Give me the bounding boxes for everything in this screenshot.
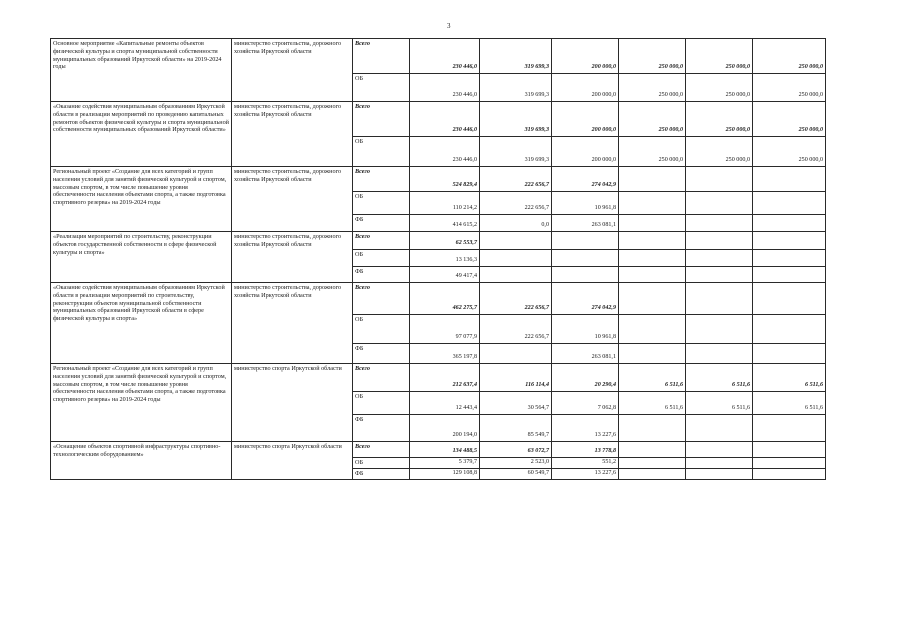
amount-cell [686,215,753,232]
amount-cell: 85 549,7 [480,415,552,442]
amount-cell [619,267,686,283]
program-name-cell: «Оказание содействия муниципальным образованиям Иркутской области в реализации мероприятий по строительству, реконструкции объектов муниципальной собственности муниципальных образований Иркутской области в сфере физической культуры и спорта» [51,283,232,364]
amount-cell: 230 446,0 [410,102,480,137]
amount-cell [619,315,686,344]
amount-cell: 319 699,3 [480,137,552,167]
funding-source-cell: Всего [353,283,410,315]
amount-cell: 20 290,4 [552,364,619,392]
funding-source-cell: Всего [353,102,410,137]
funding-source-cell: Всего [353,364,410,392]
amount-cell [619,250,686,267]
amount-cell [753,215,826,232]
amount-cell [686,468,753,479]
amount-cell [753,468,826,479]
amount-cell: 222 656,7 [480,167,552,192]
amount-cell: 6 511,6 [619,364,686,392]
amount-cell: 263 081,1 [552,215,619,232]
funding-source-cell: ФБ [353,215,410,232]
amount-cell [619,167,686,192]
amount-cell: 13 227,6 [552,468,619,479]
program-name-cell: «Оказание содействия муниципальным образованиям Иркутской области в реализации мероприятий по проведению капитальных ремонтов объектов физической культуры и спорта муниципальной собственности муниципальных образований Иркутской области» [51,102,232,167]
amount-cell: 274 042,9 [552,167,619,192]
amount-cell: 200 194,0 [410,415,480,442]
amount-cell: 6 511,6 [753,392,826,415]
amount-cell: 250 000,0 [686,137,753,167]
amount-cell [619,415,686,442]
program-name-cell: Региональный проект «Создание для всех категорий и групп населения условий для занятий физической культурой и спортом, массовым спортом, в том числе повышение уровня обеспеченности населения объектами спорта, а также подготовка спортивного резерва» на 2019-2024 годы [51,167,232,232]
amount-cell: 250 000,0 [753,102,826,137]
amount-cell [686,192,753,215]
amount-cell: 319 699,3 [480,102,552,137]
table-row [51,167,826,192]
executor-cell: министерство строительства, дорожного хозяйства Иркутской области [232,232,353,283]
amount-cell [686,442,753,458]
amount-cell [480,232,552,250]
amount-cell: 6 511,6 [686,364,753,392]
amount-cell: 200 000,0 [552,39,619,74]
program-name-cell: «Реализация мероприятий по строительству, реконструкции объектов государственной собственности в сфере физической культуры и спорта» [51,232,232,283]
amount-cell: 250 000,0 [619,137,686,167]
amount-cell: 250 000,0 [753,39,826,74]
program-name-cell: Региональный проект «Создание для всех категорий и групп населения условий для занятий физической культурой и спортом, массовым спортом, в том числе повышение уровня обеспеченности населения объектами спорта, а также подготовка спортивного резерва» на 2019-2024 годы [51,364,232,442]
amount-cell [686,315,753,344]
amount-cell [619,283,686,315]
funding-source-cell: ОБ [353,74,410,102]
amount-cell: 49 417,4 [410,267,480,283]
funding-source-cell: ОБ [353,392,410,415]
amount-cell: 250 000,0 [686,74,753,102]
amount-cell [753,250,826,267]
executor-cell: министерство строительства, дорожного хозяйства Иркутской области [232,39,353,102]
amount-cell: 10 961,8 [552,192,619,215]
amount-cell [480,267,552,283]
amount-cell: 200 000,0 [552,137,619,167]
amount-cell: 60 549,7 [480,468,552,479]
amount-cell [753,315,826,344]
table-row [51,442,826,458]
funding-source-cell: ОБ [353,315,410,344]
amount-cell: 13 778,8 [552,442,619,458]
amount-cell [753,232,826,250]
amount-cell: 62 553,7 [410,232,480,250]
amount-cell: 63 072,7 [480,442,552,458]
table-row [51,102,826,137]
amount-cell: 2 523,0 [480,458,552,469]
amount-cell [619,344,686,364]
funding-source-cell: Всего [353,39,410,74]
amount-cell [753,192,826,215]
table-row [51,283,826,315]
amount-cell: 12 443,4 [410,392,480,415]
amount-cell: 250 000,0 [686,39,753,74]
amount-cell: 222 656,7 [480,315,552,344]
funding-source-cell: Всего [353,232,410,250]
amount-cell [686,458,753,469]
amount-cell [480,250,552,267]
budget-table [50,38,826,480]
funding-source-cell: ОБ [353,137,410,167]
table-row [51,39,826,74]
amount-cell: 110 214,2 [410,192,480,215]
amount-cell [686,415,753,442]
amount-cell: 250 000,0 [619,39,686,74]
amount-cell [753,167,826,192]
amount-cell [552,250,619,267]
page-number: 3 [447,22,451,30]
amount-cell: 230 446,0 [410,39,480,74]
amount-cell [686,344,753,364]
amount-cell: 365 197,8 [410,344,480,364]
amount-cell: 250 000,0 [753,137,826,167]
amount-cell [686,232,753,250]
amount-cell [619,468,686,479]
executor-cell: министерство строительства, дорожного хозяйства Иркутской области [232,167,353,232]
amount-cell: 6 511,6 [686,392,753,415]
amount-cell [753,442,826,458]
amount-cell: 551,2 [552,458,619,469]
funding-source-cell: Всего [353,167,410,192]
amount-cell: 30 564,7 [480,392,552,415]
amount-cell [619,458,686,469]
amount-cell: 250 000,0 [619,102,686,137]
amount-cell: 10 961,8 [552,315,619,344]
amount-cell [686,267,753,283]
amount-cell: 462 275,7 [410,283,480,315]
funding-source-cell: ОБ [353,458,410,469]
executor-cell: министерство строительства, дорожного хозяйства Иркутской области [232,102,353,167]
executor-cell: министерство строительства, дорожного хозяйства Иркутской области [232,283,353,364]
funding-source-cell: ФБ [353,267,410,283]
program-name-cell: Основное мероприятие «Капитальные ремонты объектов физической культуры и спорта муниципальной собственности муниципальных образований Иркутской области» на 2019-2024 годы [51,39,232,102]
amount-cell: 222 656,7 [480,283,552,315]
amount-cell: 129 108,8 [410,468,480,479]
amount-cell [753,415,826,442]
amount-cell: 414 615,2 [410,215,480,232]
amount-cell: 263 081,1 [552,344,619,364]
amount-cell: 116 114,4 [480,364,552,392]
amount-cell [753,283,826,315]
amount-cell [480,344,552,364]
executor-cell: министерство спорта Иркутской области [232,364,353,442]
table-row [51,232,826,250]
amount-cell: 13 227,6 [552,415,619,442]
funding-source-cell: ФБ [353,415,410,442]
amount-cell [619,192,686,215]
funding-source-cell: ФБ [353,468,410,479]
amount-cell: 134 488,5 [410,442,480,458]
amount-cell: 274 042,9 [552,283,619,315]
funding-source-cell: ФБ [353,344,410,364]
amount-cell: 222 656,7 [480,192,552,215]
amount-cell [552,267,619,283]
executor-cell: министерство спорта Иркутской области [232,442,353,480]
amount-cell [619,232,686,250]
amount-cell: 230 446,0 [410,137,480,167]
amount-cell [619,215,686,232]
amount-cell [686,167,753,192]
amount-cell: 212 637,4 [410,364,480,392]
amount-cell: 6 511,6 [619,392,686,415]
amount-cell: 200 000,0 [552,102,619,137]
funding-source-cell: ОБ [353,192,410,215]
program-name-cell: «Оснащение объектов спортивной инфраструктуры спортивно-технологическим оборудованием» [51,442,232,480]
amount-cell: 250 000,0 [619,74,686,102]
amount-cell [753,458,826,469]
funding-source-cell: ОБ [353,250,410,267]
amount-cell: 319 699,3 [480,74,552,102]
amount-cell [686,250,753,267]
amount-cell: 230 446,0 [410,74,480,102]
amount-cell: 5 379,7 [410,458,480,469]
amount-cell [753,267,826,283]
amount-cell [619,442,686,458]
amount-cell [552,232,619,250]
amount-cell: 0,0 [480,215,552,232]
amount-cell: 524 829,4 [410,167,480,192]
table-row [51,364,826,392]
funding-source-cell: Всего [353,442,410,458]
amount-cell: 200 000,0 [552,74,619,102]
amount-cell: 250 000,0 [753,74,826,102]
amount-cell: 250 000,0 [686,102,753,137]
amount-cell: 97 077,9 [410,315,480,344]
amount-cell [686,283,753,315]
amount-cell: 7 062,8 [552,392,619,415]
amount-cell: 13 136,3 [410,250,480,267]
amount-cell: 319 699,3 [480,39,552,74]
amount-cell: 6 511,6 [753,364,826,392]
amount-cell [753,344,826,364]
